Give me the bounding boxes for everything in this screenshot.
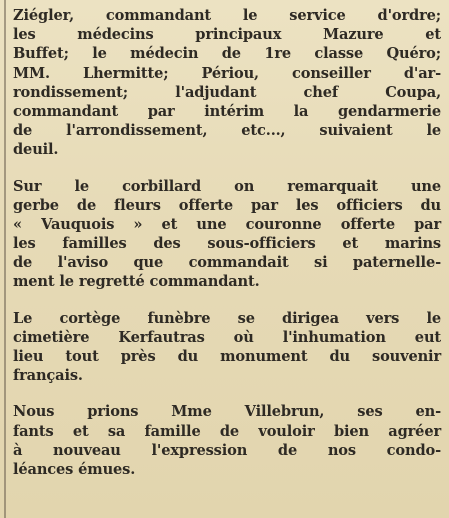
text-line: rondissement; l'adjudant chef Coupa, [13, 83, 441, 101]
text-line: à nouveau l'expression de nos condo- [13, 441, 441, 459]
text-line: commandant par intérim la gendarmerie [13, 102, 441, 120]
text-line: de l'aviso que commandait si paternelle- [13, 254, 441, 272]
text-line: lieu tout près du monument du souvenir [13, 348, 441, 365]
text-line: cimetière Kerfautras où l'inhumation eut [13, 328, 441, 346]
paragraph-hearse [13, 177, 441, 292]
paragraph-procession [13, 309, 441, 386]
column-rule [4, 0, 6, 518]
text-line: ment le regretté commandant. [13, 273, 260, 291]
paragraph-condolences [13, 402, 441, 479]
text-line: les familles des sous-officiers et marins [13, 235, 441, 253]
text-line: MM. Lhermitte; Périou, conseiller d'ar- [13, 64, 441, 82]
text-line: Nous prions Mme Villebrun, ses en- [13, 403, 441, 421]
text-line: « Vauquois » et une couronne offerte par [13, 215, 441, 233]
text-line: français. [13, 367, 83, 385]
text-line: gerbe de fleurs offerte par les officiers du [13, 196, 441, 214]
text-line: léances émues. [13, 460, 136, 478]
text-line: deuil. [13, 141, 59, 159]
article-column [13, 6, 441, 496]
paragraph-attendees [13, 6, 441, 160]
text-line: Ziégler, commandant le service d'ordre; [13, 7, 441, 24]
text-line: Sur le corbillard on remarquait une [13, 177, 441, 195]
text-line: fants et sa famille de vouloir bien agréer [13, 422, 441, 440]
text-line: Buffet; le médecin de 1re classe Quéro; [13, 45, 441, 63]
text-line: les médecins principaux Mazure et [13, 26, 441, 44]
text-line: Le cortège funèbre se dirigea vers le [13, 309, 441, 327]
text-line: de l'arrondissement, etc..., suivaient le [13, 122, 441, 140]
